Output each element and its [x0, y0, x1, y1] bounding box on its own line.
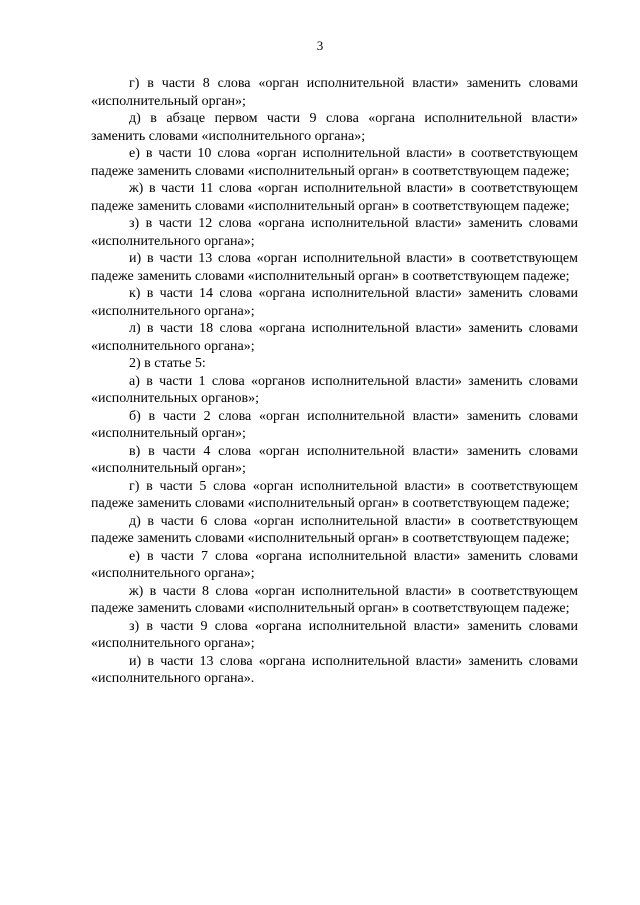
paragraph-art5-item-6-d: д) в части 6 слова «орган исполнительной власти» в соответствующем падеже заменить словами «исполнительный орган» в соответствующем падеже;: [91, 513, 578, 546]
document-body: [91, 75, 578, 688]
paragraph-item-11-zh: ж) в части 11 слова «орган исполнительной власти» в соответствующем падеже заменить словами «исполнительный орган» в соответствующем падеже;: [91, 181, 578, 214]
page-number: 3: [316, 38, 324, 53]
paragraph-art5-item-2-b: б) в части 2 слова «орган исполнительной власти» заменить словами «исполнительный орган»;: [91, 408, 578, 441]
paragraph-item-10-e: е) в части 10 слова «орган исполнительной власти» в соответствующем падеже заменить словами «исполнительный орган» в соответствующем падеже;: [91, 146, 578, 179]
paragraph-art5-item-8-zh: ж) в части 8 слова «орган исполнительной власти» в соответствующем падеже заменить словами «исполнительный орган» в соответствующем падеже;: [91, 583, 578, 616]
paragraph-item-18-l: л) в части 18 слова «органа исполнительной власти» заменить словами «исполнительного органа»;: [91, 321, 578, 354]
paragraph-article-5-heading: 2) в статье 5:: [129, 356, 206, 371]
paragraph-art5-item-9-z: з) в части 9 слова «органа исполнительной власти» заменить словами «исполнительного органа»;: [91, 618, 578, 651]
paragraph-item-14-k: к) в части 14 слова «органа исполнительной власти» заменить словами «исполнительного органа»;: [91, 286, 578, 319]
paragraph-art5-item-1-a: а) в части 1 слова «органов исполнительной власти» заменить словами «исполнительных органов»;: [91, 373, 578, 406]
paragraph-art5-item-5-g: г) в части 5 слова «орган исполнительной власти» в соответствующем падеже заменить словами «исполнительный орган» в соответствующем падеже;: [91, 478, 578, 511]
paragraph-art5-item-7-e: е) в части 7 слова «органа исполнительной власти» заменить словами «исполнительного органа»;: [91, 548, 578, 581]
paragraph-art5-item-13-i: и) в части 13 слова «органа исполнительной власти» заменить словами «исполнительного органа».: [91, 653, 578, 686]
paragraph-item-13-i: и) в части 13 слова «орган исполнительной власти» в соответствующем падеже заменить словами «исполнительный орган» в соответствующем падеже;: [91, 251, 578, 284]
paragraph-item-9-d: д) в абзаце первом части 9 слова «органа исполнительной власти» заменить словами «исполнительного органа»;: [91, 111, 578, 144]
paragraph-item-12-z: з) в части 12 слова «органа исполнительной власти» заменить словами «исполнительного органа»;: [91, 216, 578, 249]
paragraph-art5-item-4-v: в) в части 4 слова «орган исполнительной власти» заменить словами «исполнительный орган»;: [91, 443, 578, 476]
paragraph-item-8-g: г) в части 8 слова «орган исполнительной власти» заменить словами «исполнительный орган»;: [91, 76, 578, 109]
